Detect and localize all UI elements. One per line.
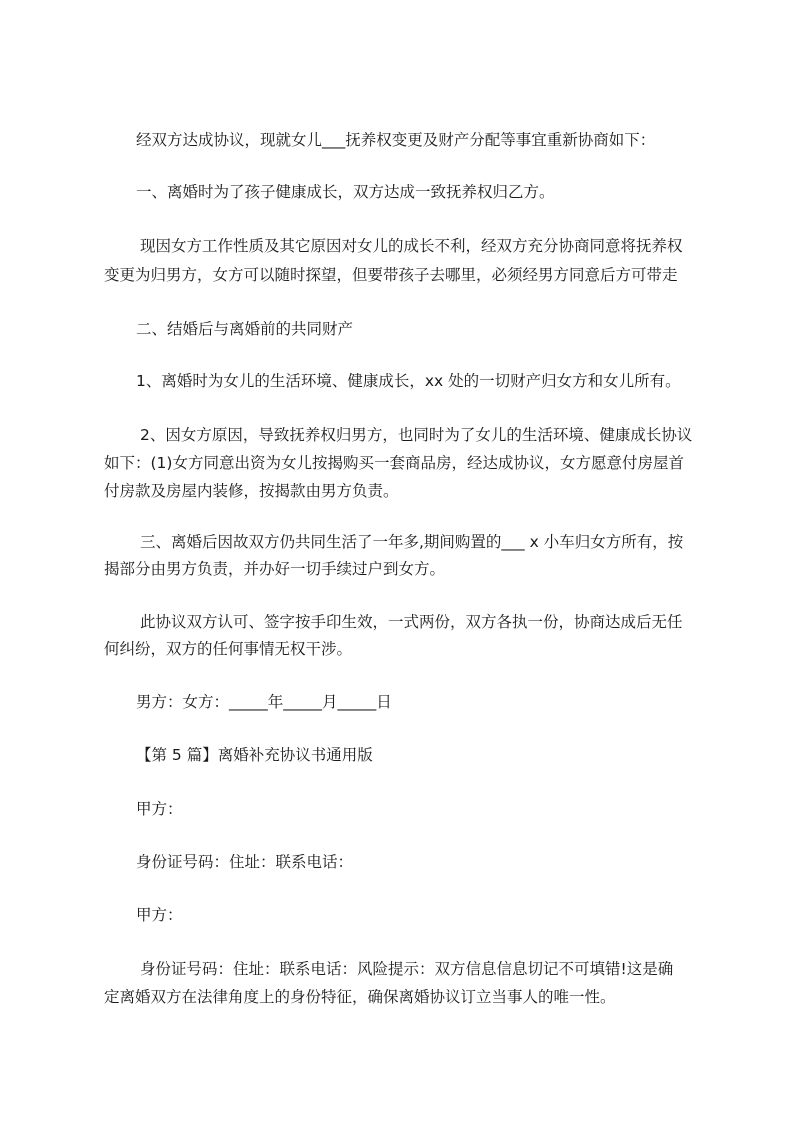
party-a-label: 甲方： (136, 800, 183, 818)
party-a-id-fields: 身份证号码：住址：联系电话： (136, 853, 354, 871)
clause-1-text-line-1: 现因女方工作性质及其它原因对女儿的成长不利，经双方充分协商同意将抚养权 (140, 237, 683, 255)
clause-2-heading: 二、结婚后与离婚前的共同财产 (136, 320, 354, 338)
clause-2-item-2-line-2: 如下：(1)女方同意出资为女儿按揭购买一套商品房，经达成协议，女方愿意付房屋首 (104, 454, 684, 472)
section-title: 【第 5 篇】离婚补充协议书通用版 (136, 746, 373, 764)
party-id-fields-risk-line-2: 定离婚双方在法律角度上的身份特征，确保离婚协议订立当事人的唯一性。 (104, 988, 616, 1006)
effect-clause-line-1: 此协议双方认可、签字按手印生效，一式两份，双方各执一份，协商达成后无任 (140, 613, 683, 631)
clause-2-item-1: 1、离婚时为女儿的生活环境、健康成长，xx 处的一切财产归女方和女儿所有。 (136, 372, 681, 390)
clause-2-item-2-line-3: 付房款及房屋内装修，按揭款由男方负责。 (104, 482, 399, 500)
clause-3-line-1: 三、离婚后因故双方仍共同生活了一年多,期间购置的___ x 小车归女方所有，按 (140, 533, 684, 551)
signature-line: 男方：女方：_____年_____月_____日 (136, 693, 392, 711)
paragraph-intro: 经双方达成协议，现就女儿___抚养权变更及财产分配等事宜重新协商如下： (136, 131, 656, 149)
clause-3-line-2: 揭部分由男方负责，并办好一切手续过户到女方。 (104, 560, 446, 578)
party-a-label-2: 甲方： (136, 906, 183, 924)
effect-clause-line-2: 何纠纷，双方的任何事情无权干涉。 (104, 640, 353, 658)
clause-2-item-2-line-1: 2、因女方原因，导致抚养权归男方，也同时为了女儿的生活环境、健康成长协议 (140, 426, 693, 444)
party-id-fields-risk-line-1: 身份证号码：住址：联系电话：风险提示：双方信息信息切记不可填错!这是确 (140, 960, 674, 978)
clause-1-text-line-2: 变更为归男方，女方可以随时探望，但要带孩子去哪里，必须经男方同意后方可带走 (104, 266, 678, 284)
clause-1-heading: 一、离婚时为了孩子健康成长，双方达成一致抚养权归乙方。 (136, 183, 555, 201)
